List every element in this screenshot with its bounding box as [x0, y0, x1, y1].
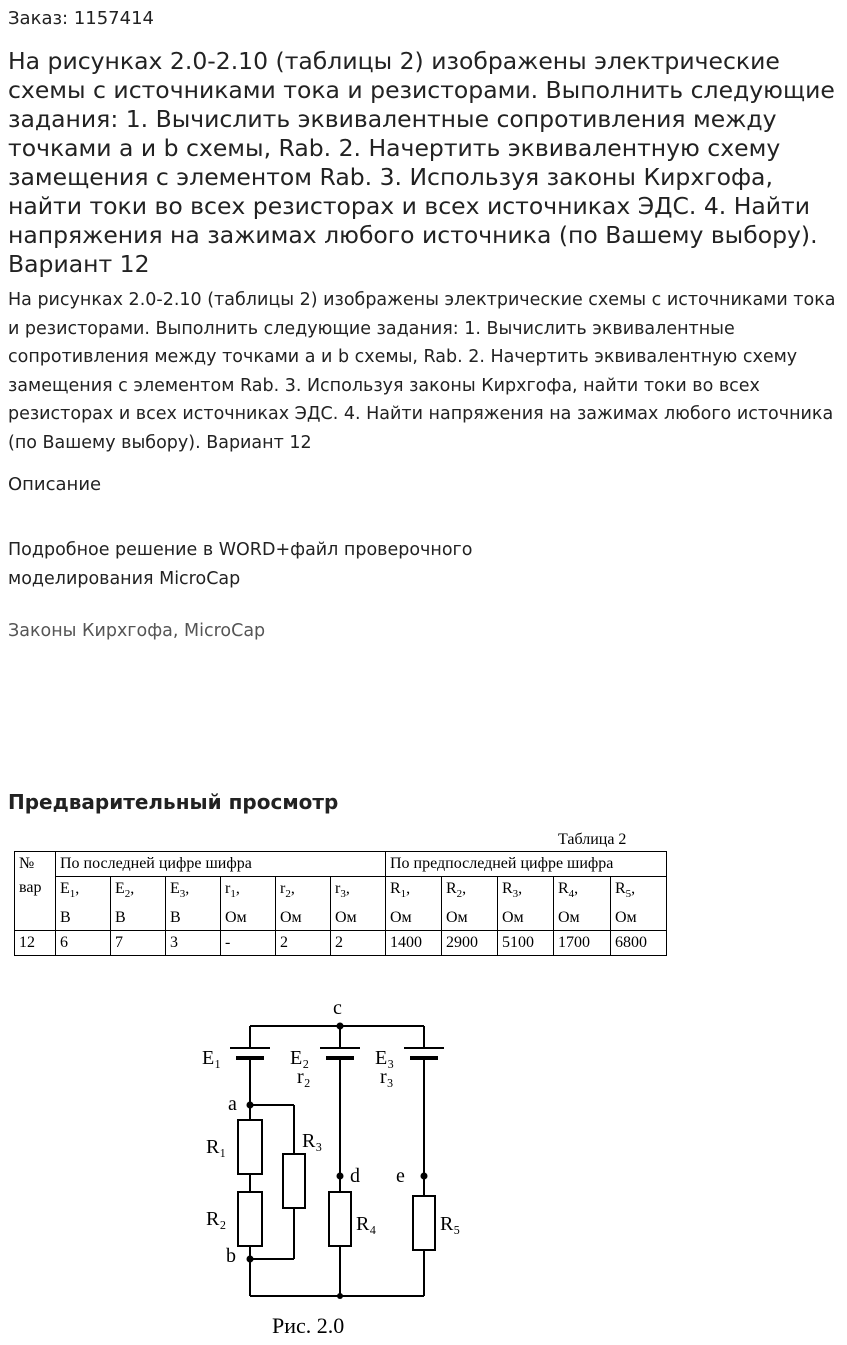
param-subscript: 3 — [179, 888, 186, 901]
param-header-cell: $R_4$, Ом — [554, 877, 611, 931]
param-symbol: r — [335, 880, 341, 897]
resistor-R3 — [283, 1154, 305, 1208]
param-subscript: 3 — [512, 888, 519, 901]
page-title: На рисунках 2.0-2.10 (таблицы 2) изображены электрические схемы с источниками тока и резисторами. Выполнить следующие задания: 1. Вычислить эквивалентные сопротивления между точками a и b схемы, Rab. 2. Начертить эквивалентную схему замещения с элементом Rab. 3. Используя законы Кирхгофа, найти токи во всех резисторах и всех источниках ЭДС. 4. Найти напряжения на зажимах любого источника (по Вашему выбору). Вариант 12 — [8, 47, 835, 278]
order-number: Заказ: 1157414 — [8, 8, 154, 29]
param-header-cell: $r_3$, Ом — [331, 877, 386, 931]
value-cell: 2900 — [442, 931, 498, 956]
variant-header-line2: вар — [19, 879, 42, 896]
preview-heading: Предварительный просмотр — [8, 790, 339, 814]
param-unit: Ом — [225, 909, 247, 927]
param-symbol: E — [115, 880, 125, 897]
node-d-label: d — [350, 1165, 360, 1187]
circuit-figure — [190, 990, 490, 1345]
description-heading: Описание — [8, 474, 102, 495]
param-unit: В — [170, 909, 181, 927]
param-subscript: 1 — [230, 888, 236, 901]
param-header-cell: $r_1$, Ом — [221, 877, 276, 931]
param-subscript: 1 — [400, 888, 407, 901]
param-unit: Ом — [615, 909, 637, 927]
resistor-R4 — [329, 1192, 351, 1246]
param-header-cell: $E_1$, В — [56, 877, 111, 931]
param-symbol: r — [280, 880, 286, 897]
node-c-label: c — [333, 997, 342, 1019]
param-header-cell: $R_5$, Ом — [611, 877, 667, 931]
r3-label: r₃ — [380, 1066, 394, 1088]
E1-label: E₁ — [202, 1047, 222, 1069]
r2-label: r₂ — [297, 1066, 311, 1088]
param-unit: Ом — [335, 909, 357, 927]
value-cell: 2 — [276, 931, 331, 956]
node-d — [337, 1173, 344, 1180]
param-symbol: R — [615, 880, 626, 897]
param-subscript: 3 — [340, 888, 346, 901]
resistor-R2 — [238, 1192, 262, 1246]
R5-label: R₅ — [440, 1213, 461, 1235]
resistor-R1 — [238, 1120, 262, 1174]
param-header-cell: $R_1$, Ом — [386, 877, 442, 931]
table-caption: Таблица 2 — [558, 831, 627, 848]
table-row — [15, 931, 667, 956]
group-header-last: По последней цифре шифра — [56, 852, 386, 877]
parameter-header-row — [15, 877, 667, 931]
param-header-cell: $R_2$, Ом — [442, 877, 498, 931]
param-unit: Ом — [390, 909, 412, 927]
param-unit: Ом — [502, 909, 524, 927]
param-header-cell: $R_3$, Ом — [498, 877, 554, 931]
value-cell: 6800 — [611, 931, 667, 956]
node-a-label: a — [228, 1093, 237, 1115]
param-subscript: 4 — [568, 888, 575, 901]
value-cell: 6 — [56, 931, 111, 956]
variant-cell: 12 — [15, 931, 56, 956]
tags-line[interactable]: Законы Кирхгофа, MicroCap — [8, 621, 266, 641]
param-symbol: E — [170, 880, 180, 897]
table-header-row — [15, 852, 667, 877]
task-text: На рисунках 2.0-2.10 (таблицы 2) изображены электрические схемы с источниками тока и резисторами. Выполнить следующие задания: 1. Вычислить эквивалентные сопротивления между точками a и b схемы, Rab. 2. Начертить эквивалентную схему замещения с элементом Rab. 3. Используя законы Кирхгофа, найти токи во всех резисторах и всех источниках ЭДС. 4. Найти напряжения на зажимах любого источника (по Вашему выбору). Вариант 12 — [8, 290, 836, 453]
R2-label: R₂ — [206, 1208, 227, 1230]
param-header-cell: $E_3$, В — [166, 877, 221, 931]
value-cell: 5100 — [498, 931, 554, 956]
param-symbol: R — [446, 880, 457, 897]
param-subscript: 5 — [625, 888, 632, 901]
param-symbol: R — [502, 880, 513, 897]
E2-label: E₂ — [290, 1047, 310, 1069]
value-cell: 2 — [331, 931, 386, 956]
param-unit: В — [60, 909, 71, 927]
param-subscript: 2 — [456, 888, 463, 901]
R4-label: R₄ — [356, 1213, 377, 1235]
group-header-prev: По предпоследней цифре шифра — [386, 852, 667, 877]
node-e — [421, 1173, 428, 1180]
value-cell: - — [221, 931, 276, 956]
R3-label: R₃ — [302, 1130, 323, 1152]
param-header-cell: $r_2$, Ом — [276, 877, 331, 931]
param-symbol: R — [390, 880, 401, 897]
param-subscript: 2 — [124, 888, 131, 901]
variant-header-cell — [15, 852, 56, 931]
parameters-table — [14, 851, 667, 956]
param-subscript: 1 — [69, 888, 76, 901]
param-unit: Ом — [558, 909, 580, 927]
param-symbol: E — [60, 880, 70, 897]
resistor-R5 — [413, 1196, 435, 1250]
value-cell: 3 — [166, 931, 221, 956]
param-symbol: R — [558, 880, 569, 897]
param-unit: Ом — [446, 909, 468, 927]
param-symbol: r — [225, 880, 231, 897]
preview-document — [0, 820, 847, 1345]
value-cell: 7 — [111, 931, 166, 956]
R1-label: R₁ — [206, 1136, 227, 1158]
value-cell: 1700 — [554, 931, 611, 956]
param-subscript: 2 — [285, 888, 291, 901]
E3-label: E₃ — [375, 1047, 395, 1069]
node-e-label: e — [396, 1165, 405, 1187]
param-unit: В — [115, 909, 126, 927]
node-b-label: b — [226, 1245, 236, 1267]
param-unit: Ом — [280, 909, 302, 927]
value-cell: 1400 — [386, 931, 442, 956]
variant-header-line1: № — [19, 855, 35, 872]
figure-caption: Рис. 2.0 — [272, 1313, 345, 1338]
param-header-cell: $E_2$, В — [111, 877, 166, 931]
description-text: Подробное решение в WORD+файл проверочного моделирования MicroCap — [8, 540, 473, 589]
